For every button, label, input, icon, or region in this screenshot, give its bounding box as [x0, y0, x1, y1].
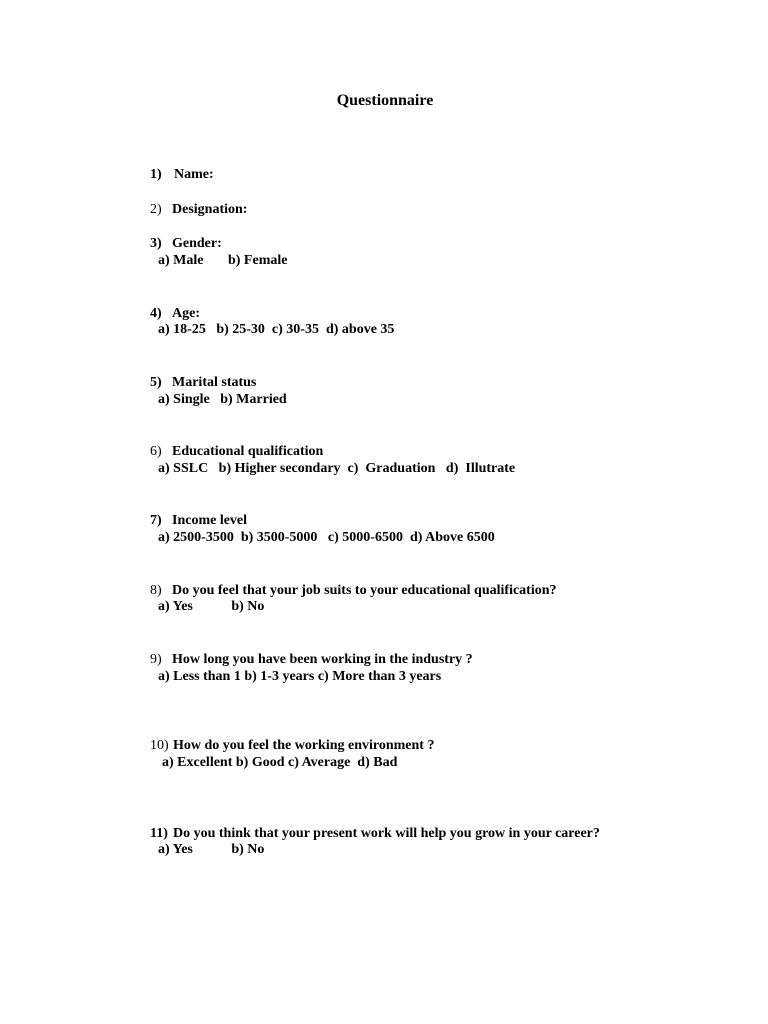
question-number: 5)	[150, 375, 162, 390]
question-number: 10)	[150, 738, 169, 753]
question-text: Do you think that your present work will help you grow in your career?	[173, 826, 600, 841]
question-4-options: a) 18-25 b) 25-30 c) 30-35 d) above 35	[158, 322, 395, 337]
question-text: Designation:	[172, 202, 248, 217]
question-9-options: a) Less than 1 b) 1-3 years c) More than 3 years	[158, 669, 442, 684]
question-5-options: a) Single b) Married	[158, 392, 287, 407]
question-text: How do you feel the working environment ?	[173, 738, 435, 753]
question-number: 11)	[150, 826, 168, 841]
question-number: 9)	[150, 652, 162, 667]
question-text: Name:	[174, 167, 214, 182]
question-7-options: a) 2500-3500 b) 3500-5000 c) 5000-6500 d) Above 6500	[158, 530, 495, 545]
question-number: 6)	[150, 444, 162, 459]
question-text: Educational qualification	[172, 444, 324, 459]
question-number: 8)	[150, 583, 162, 598]
question-8-options: a) Yes b) No	[158, 599, 265, 614]
question-text: How long you have been working in the industry ?	[172, 652, 473, 667]
question-number: 4)	[150, 306, 162, 321]
question-text: Marital status	[172, 375, 257, 390]
question-11-options: a) Yes b) No	[158, 842, 265, 857]
question-number: 2)	[150, 202, 162, 217]
question-6-options: a) SSLC b) Higher secondary c) Graduation d) Illutrate	[158, 461, 516, 476]
page-title: Questionnaire	[336, 92, 434, 109]
question-number: 7)	[150, 513, 162, 528]
question-number: 1)	[150, 167, 162, 182]
question-number: 3)	[150, 236, 162, 251]
question-3-options: a) Male b) Female	[158, 253, 288, 268]
question-10-options: a) Excellent b) Good c) Average d) Bad	[162, 755, 398, 770]
question-text: Income level	[172, 513, 248, 528]
question-text: Age:	[172, 306, 200, 321]
question-text: Gender:	[172, 236, 222, 251]
question-text: Do you feel that your job suits to your educational qualification?	[172, 583, 557, 598]
